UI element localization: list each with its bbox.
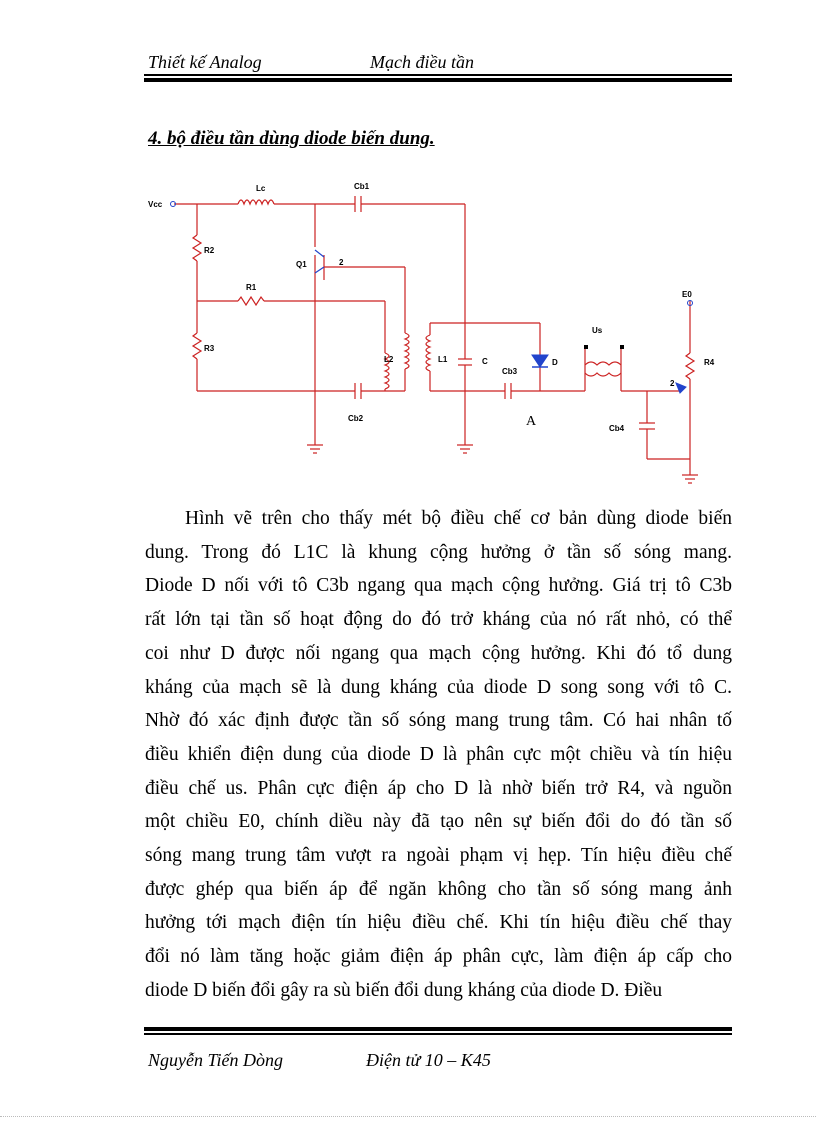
label-r4-pin: 2 bbox=[670, 379, 675, 388]
paragraph-line: đổi nó làm tăng hoặc giảm điện áp phân cực, làm điện áp cấp cho bbox=[145, 946, 732, 968]
paragraph-line: điều khiển điện dung của diode D là phân cực một chiều và tín hiệu bbox=[145, 743, 732, 765]
paragraph-line: sóng mang trung tâm vượt ra ngoài phạm vị hẹp. Tín hiệu điều chế bbox=[145, 845, 732, 867]
label-r4: R4 bbox=[704, 358, 715, 367]
body-paragraph bbox=[145, 502, 732, 1008]
paragraph-line: một chiều E0, chính diều này đã tạo nên sự biến đổi do đó tần số bbox=[145, 811, 732, 833]
paragraph-line: rất lớn tại tần số hoạt động do đó trở kháng của nó rất nhỏ, có thể bbox=[145, 609, 732, 631]
section-title: 4. bộ điều tần dùng diode biến dung. bbox=[148, 128, 435, 149]
paragraph-line: dung. Trong đó L1C là khung cộng hưởng ở tần số sóng mang. bbox=[145, 541, 732, 563]
paragraph-line: diode D biến đổi gây ra sù biến đổi dung kháng của diode D. Điều bbox=[145, 979, 663, 1001]
label-cb3: Cb3 bbox=[502, 367, 518, 376]
label-cb2: Cb2 bbox=[348, 414, 364, 423]
paragraph-line: Hình vẽ trên cho thấy mét bộ điều chế cơ bản dùng diode biến bbox=[185, 508, 732, 529]
label-node-a: A bbox=[526, 414, 537, 429]
label-r3: R3 bbox=[204, 344, 215, 353]
paragraph-line: hưởng tới mạch điện tín hiệu điều chế. Khi tín hiệu điều chế thay bbox=[145, 912, 732, 934]
footer-rule bbox=[144, 1033, 732, 1035]
page-footer bbox=[148, 1050, 732, 1076]
footer-rule-thick bbox=[144, 1027, 732, 1031]
label-vcc: Vcc bbox=[148, 200, 163, 209]
paragraph-line: coi như D được nối ngang qua mạch cộng hưởng. Khi đó tổ dung bbox=[145, 642, 732, 664]
paragraph-line: được ghép qua biến áp để ngăn không cho tần số sóng mang ảnh bbox=[145, 878, 732, 900]
paragraph-line: Diode D nối với tô C3b ngang qua mạch cộng hưởng. Giá trị tô C3b bbox=[145, 575, 732, 597]
label-us: Us bbox=[592, 326, 603, 335]
label-c: C bbox=[482, 357, 488, 366]
label-r1: R1 bbox=[246, 283, 257, 292]
label-q1-pin: 2 bbox=[339, 258, 344, 267]
label-cb1: Cb1 bbox=[354, 182, 370, 191]
label-e0: E0 bbox=[682, 290, 692, 299]
label-l1: L1 bbox=[438, 355, 448, 364]
label-lc: Lc bbox=[256, 184, 266, 193]
label-q1: Q1 bbox=[296, 260, 307, 269]
label-cb4: Cb4 bbox=[609, 424, 625, 433]
paragraph-line: Nhờ đó xác định được tần số sóng mang trung tâm. Có hai nhân tố bbox=[145, 710, 732, 732]
header-rule bbox=[144, 74, 732, 76]
page-edge bbox=[0, 1116, 816, 1117]
footer-author: Nguyễn Tiến Dòng bbox=[148, 1050, 283, 1070]
label-r2: R2 bbox=[204, 246, 215, 255]
header-chapter: Mạch điều tần bbox=[370, 52, 474, 72]
header-rule-thick bbox=[144, 78, 732, 82]
header-course: Thiết kế Analog bbox=[148, 52, 262, 72]
paragraph-line: điều chế us. Phân cực điện áp cho D là nhờ biến trở R4, và nguồn bbox=[145, 777, 732, 799]
footer-class: Điện tử 10 – K45 bbox=[366, 1050, 491, 1070]
label-d: D bbox=[552, 358, 558, 367]
circuit-diagram bbox=[140, 175, 740, 495]
label-l2: L2 bbox=[384, 355, 394, 364]
paragraph-line: kháng của mạch sẽ là dung kháng của diode D song song với tô C. bbox=[145, 676, 732, 698]
